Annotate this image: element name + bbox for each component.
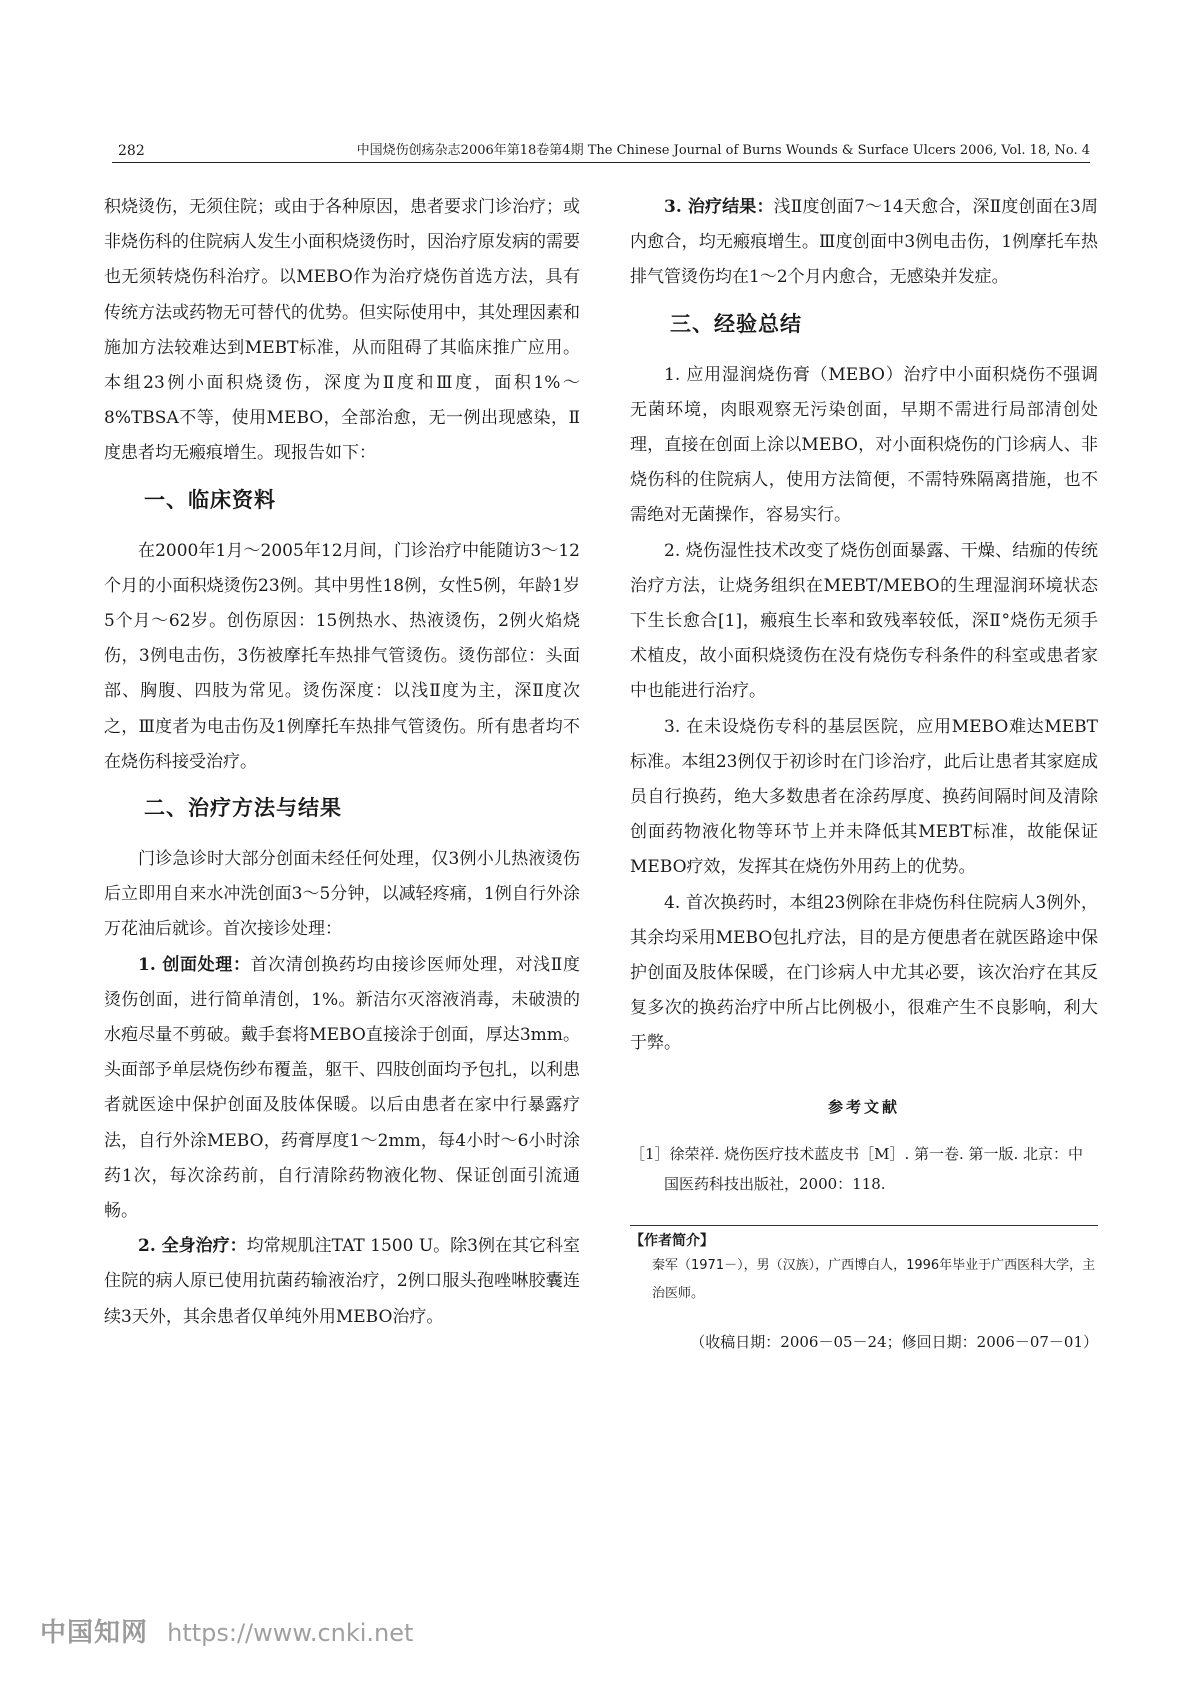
intro-paragraph: 积烧烫伤，无须住院；或由于各种原因，患者要求门诊治疗；或非烧伤科的住院病人发生小面积烧烫伤时，因治疗原发病的需要也无须转烧伤科治疗。以MEBO作为治疗烧伤首选方法，具有传统方法或药物无可替代的优势。但实际使用中，其处理因素和施加方法较难达到MEBT标准，从而阻碍了其临床推广应用。本组23例小面积烧烫伤，深度为Ⅱ度和Ⅲ度，面积1%～8%TBSA不等，使用MEBO，全部治愈，无一例出现感染，Ⅱ度患者均无瘢痕增生。现报告如下： bbox=[104, 197, 580, 464]
item1-paragraph bbox=[104, 948, 580, 1230]
section3-heading: 三、经验总结 bbox=[670, 311, 802, 336]
references-title: 参考文献 bbox=[827, 1097, 900, 1116]
watermark-url: https://www.cnki.net bbox=[167, 1619, 414, 1647]
item3-text: 浅Ⅱ度创面7～14天愈合，深Ⅱ度创面在3周内愈合，均无瘢痕增生。Ⅲ度创面中3例电击伤，1例摩托车热排气管烫伤均在1～2个月内愈合，无感染并发症。 bbox=[630, 197, 1099, 288]
section2-heading: 二、治疗方法与结果 bbox=[144, 796, 342, 821]
header-rule bbox=[112, 162, 1090, 163]
running-head: 中国烧伤创疡杂志2006年第18卷第4期 The Chinese Journal of Burns Wounds & Surface Ulcers 2006, Vol. 18, No. 4 bbox=[356, 143, 1090, 158]
author-title: 【作者简介】 bbox=[630, 1232, 714, 1249]
item2-paragraph bbox=[104, 1229, 580, 1335]
item1-runin: 1. 创面处理： bbox=[138, 954, 251, 975]
item2-runin: 2. 全身治疗： bbox=[138, 1236, 247, 1257]
point1-paragraph: 1. 应用湿润烧伤膏（MEBO）治疗中小面积烧伤不强调无菌环境，肉眼观察无污染创面，早期不需进行局部清创处理，直接在创面上涂以MEBO，对小面积烧伤的门诊病人、非烧伤科的住院病人，使用方法简便，不需特殊隔离措施，也不需绝对无菌操作，容易实行。 bbox=[630, 364, 1098, 526]
section1-heading: 一、临床资料 bbox=[144, 487, 276, 512]
author-text: 秦军（1971－），男（汉族），广西博白人，1996年毕业于广西医科大学，主治医师。 bbox=[652, 1257, 1096, 1301]
section1-paragraph: 在2000年1月～2005年12月间，门诊治疗中能随访3～12个月的小面积烧烫伤23例。其中男性18例，女性5例，年龄1岁5个月～62岁。创伤原因：15例热水、热液烫伤，2例火焰烧伤，3例电击伤，3伤被摩托车热排气管烫伤。烫伤部位：头面部、胸腹、四肢为常见。烫伤深度：以浅Ⅱ度为主，深Ⅱ度次之，Ⅲ度者为电击伤及1例摩托车热排气管烫伤。所有患者均不在烧伤科接受治疗。 bbox=[104, 540, 580, 772]
right-column bbox=[630, 190, 1098, 1354]
section2-paragraph: 门诊急诊时大部分创面未经任何处理，仅3例小儿热液烫伤后立即用自来水冲洗创面3～5分钟，以减轻疼痛，1例自行外涂万花油后就诊。首次接诊处理： bbox=[104, 849, 580, 940]
running-header bbox=[112, 140, 1090, 164]
page-number: 282 bbox=[118, 143, 145, 159]
received-dates: （收稿日期：2006－05－24；修回日期：2006－07－01） bbox=[690, 1332, 1098, 1351]
author-box bbox=[630, 1225, 1098, 1308]
item2-text: 均常规肌注TAT 1500 U。除3例在其它科室住院的病人原已使用抗菌药输液治疗，2例口服头孢唑啉胶囊连续3天外，其余患者仅单纯外用MEBO治疗。 bbox=[104, 1236, 580, 1327]
cnki-watermark bbox=[40, 1612, 413, 1652]
left-column bbox=[104, 190, 580, 1335]
watermark-logo: 中国知网 bbox=[40, 1618, 149, 1648]
point4-paragraph: 4. 首次换药时，本组23例除在非烧伤科住院病人3例外，其余均采用MEBO包扎疗法，目的是方便患者在就医路途中保护创面及肢体保暖，在门诊病人中尤其必要，该次治疗在其反复多次的换药治疗中所占比例极小，很难产生不良影响，利大于弊。 bbox=[630, 892, 1098, 1054]
reference-1: ［1］徐荣祥. 烧伤医疗技术蓝皮书［M］. 第一卷. 第一版. 北京：中国医药科技出版社，2000：118. bbox=[630, 1144, 1084, 1193]
point3-paragraph: 3. 在未设烧伤专科的基层医院，应用MEBO难达MEBT标准。本组23例仅于初诊时在门诊治疗，此后让患者其家庭成员自行换药，绝大多数患者在涂药厚度、换药间隔时间及清除创面药物液化物等环节上并未降低其MEBT标准，故能保证MEBO疗效，发挥其在烧伤外用药上的优势。 bbox=[630, 716, 1098, 878]
item3-runin: 3. 治疗结果： bbox=[664, 197, 774, 217]
item3-paragraph bbox=[630, 190, 1098, 296]
point2-paragraph: 2. 烧伤湿性技术改变了烧伤创面暴露、干燥、结痂的传统治疗方法，让烧务组织在MEBT/MEBO的生理湿润环境状态下生长愈合[1]，瘢痕生长率和致残率较低，深Ⅱ°烧伤无须手术植皮，故小面积烧烫伤在没有烧伤专科条件的科室或患者家中也能进行治疗。 bbox=[630, 540, 1098, 702]
item1-text: 首次清创换药均由接诊医师处理，对浅Ⅱ度烫伤创面，进行简单清创，1%。新洁尔灭溶液消毒，未破溃的水疱尽量不剪破。戴手套将MEBO直接涂于创面，厚达3mm。头面部予单层烧伤纱布覆盖，躯干、四肢创面均予包扎，以利患者就医途中保护创面及肢体保暖。以后由患者在家中行暴露疗法，自行外涂MEBO，药膏厚度1～2mm，每4小时～6小时涂药1次，每次涂药前，自行清除药物液化物、保证创面引流通畅。 bbox=[104, 954, 580, 1222]
